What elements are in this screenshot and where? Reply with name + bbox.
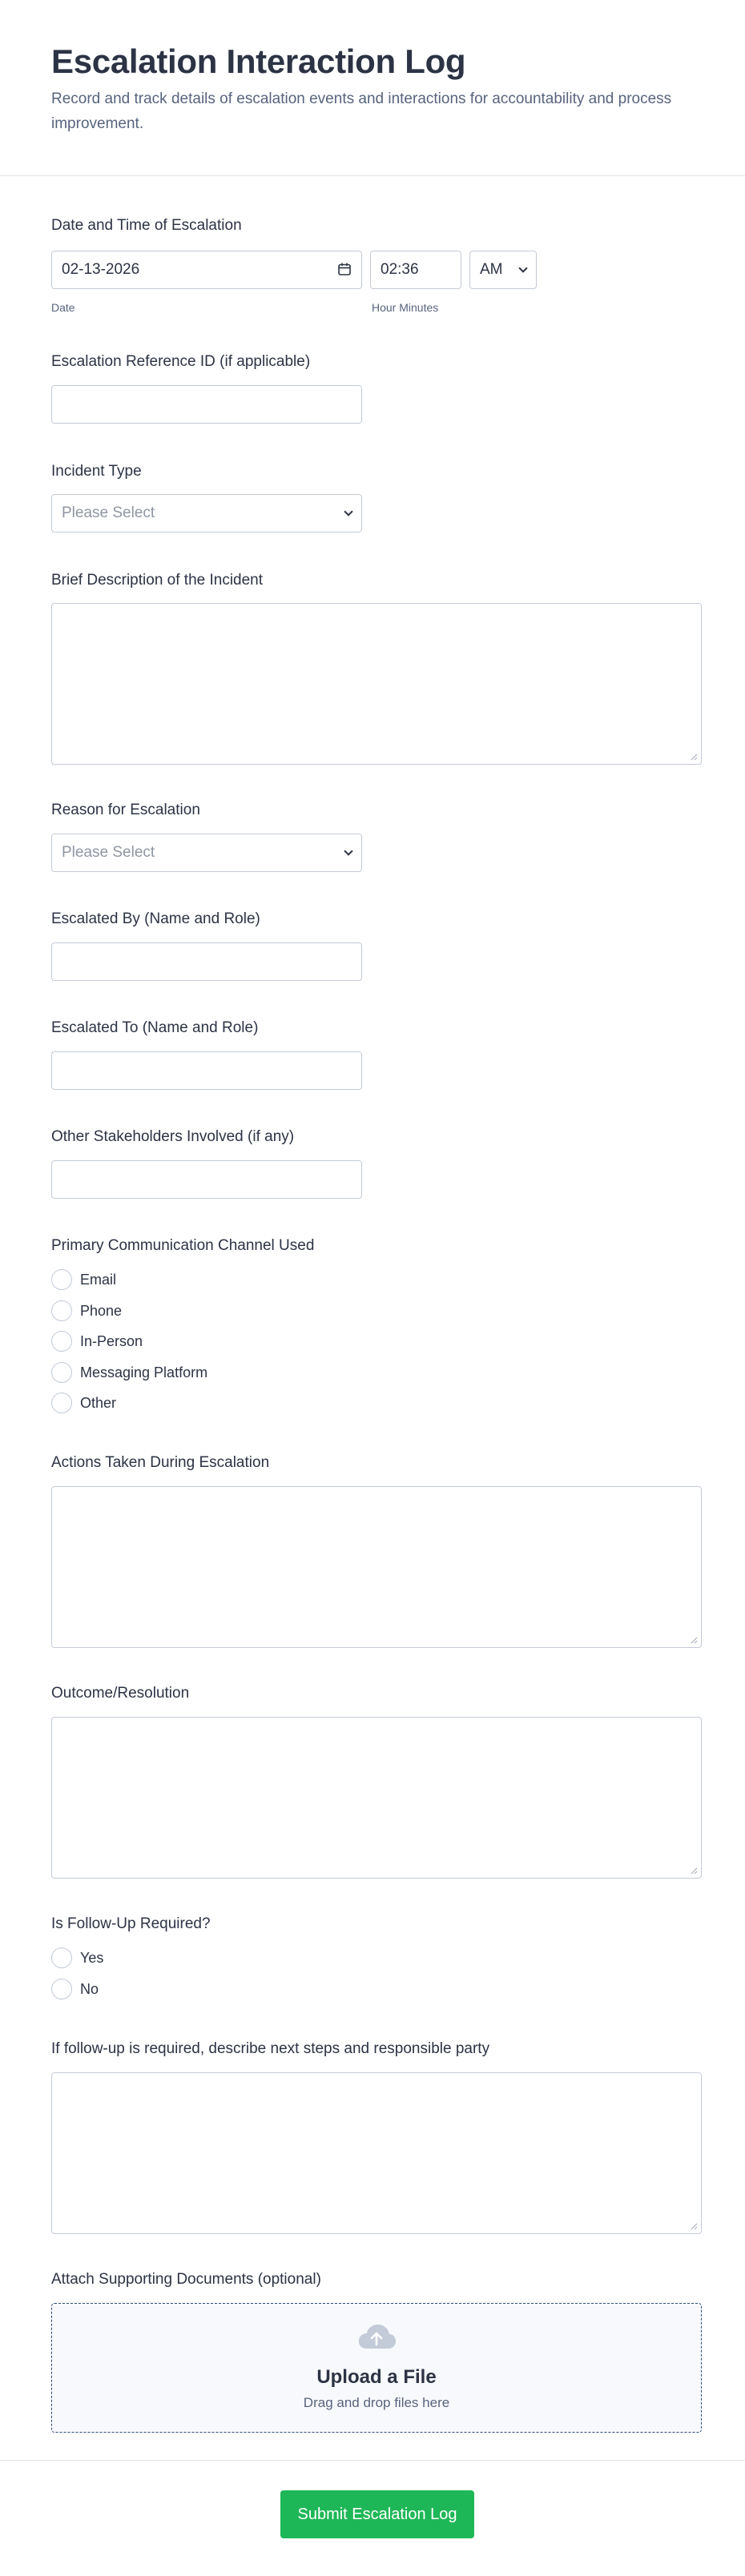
radio-option-no[interactable] xyxy=(51,1978,99,2000)
chevron-down-icon xyxy=(344,507,352,516)
chevron-down-icon xyxy=(344,846,352,855)
radio-button[interactable] xyxy=(51,1947,72,1968)
follow-up-label: Is Follow-Up Required? xyxy=(51,1915,211,1932)
actions-label: Actions Taken During Escalation xyxy=(51,1454,270,1471)
stakeholders-input[interactable] xyxy=(51,1160,362,1199)
cloud-upload-icon xyxy=(356,2323,397,2350)
incident-type-select[interactable] xyxy=(51,494,362,532)
next-steps-label: If follow-up is required, describe next steps and responsible party xyxy=(51,2040,490,2057)
incident-type-label: Incident Type xyxy=(51,463,142,480)
radio-label: Phone xyxy=(80,1302,123,1319)
page-subtitle: Record and track details of escalation events and interactions for accountability and process improvement. xyxy=(51,90,672,132)
radio-button[interactable] xyxy=(51,1300,72,1321)
calendar-icon[interactable] xyxy=(337,262,352,276)
form-header xyxy=(0,0,745,176)
description-label: Brief Description of the Incident xyxy=(51,572,264,589)
file-upload-dropzone[interactable] xyxy=(51,2303,702,2433)
channel-label: Primary Communication Channel Used xyxy=(51,1237,315,1254)
escalated-by-input[interactable] xyxy=(51,942,362,981)
ampm-value: AM xyxy=(480,261,503,278)
radio-button[interactable] xyxy=(51,1362,72,1383)
ampm-select[interactable] xyxy=(469,251,537,289)
radio-button[interactable] xyxy=(51,1392,72,1413)
reason-placeholder: Please Select xyxy=(62,844,155,861)
outcome-label: Outcome/Resolution xyxy=(51,1685,190,1702)
escalated-to-input[interactable] xyxy=(51,1051,362,1090)
upload-title: Upload a File xyxy=(316,2366,437,2388)
escalated-by-label: Escalated By (Name and Role) xyxy=(51,910,260,927)
radio-label: Messaging Platform xyxy=(80,1364,208,1380)
radio-label: In-Person xyxy=(80,1332,143,1349)
resize-handle-icon[interactable] xyxy=(690,753,698,761)
upload-subtitle: Drag and drop files here xyxy=(303,2395,450,2410)
resize-handle-icon[interactable] xyxy=(690,1867,698,1875)
time-field[interactable] xyxy=(370,251,461,289)
time-value: 02:36 xyxy=(381,261,419,278)
radio-label: Yes xyxy=(80,1949,104,1966)
escalated-to-label: Escalated To (Name and Role) xyxy=(51,1019,259,1036)
actions-textarea[interactable] xyxy=(51,1486,702,1648)
chevron-down-icon xyxy=(518,263,527,272)
submit-button[interactable]: Submit Escalation Log xyxy=(280,2490,474,2538)
radio-option-other[interactable] xyxy=(51,1392,116,1414)
date-field[interactable] xyxy=(51,251,362,289)
attachments-label: Attach Supporting Documents (optional) xyxy=(51,2271,321,2288)
footer-divider xyxy=(0,2460,745,2461)
resize-handle-icon[interactable] xyxy=(690,1636,698,1644)
radio-option-yes[interactable] xyxy=(51,1947,103,1969)
next-steps-textarea[interactable] xyxy=(51,2072,702,2234)
reference-input[interactable] xyxy=(51,385,362,424)
outcome-textarea[interactable] xyxy=(51,1717,702,1879)
radio-button[interactable] xyxy=(51,1331,72,1352)
radio-label: Email xyxy=(80,1271,117,1288)
description-textarea[interactable] xyxy=(51,603,702,765)
reason-select[interactable] xyxy=(51,834,362,872)
radio-label: Other xyxy=(80,1394,117,1411)
radio-label: No xyxy=(80,1980,99,1997)
reference-label: Escalation Reference ID (if applicable) xyxy=(51,353,311,370)
date-sublabel: Date xyxy=(51,301,75,314)
radio-button[interactable] xyxy=(51,1979,72,1999)
radio-button[interactable] xyxy=(51,1269,72,1290)
stakeholders-label: Other Stakeholders Involved (if any) xyxy=(51,1128,295,1145)
radio-option-phone[interactable] xyxy=(51,1300,122,1322)
datetime-label: Date and Time of Escalation xyxy=(51,217,242,234)
radio-option-email[interactable] xyxy=(51,1268,116,1291)
resize-handle-icon[interactable] xyxy=(690,2222,698,2230)
time-sublabel: Hour Minutes xyxy=(372,301,439,314)
radio-option-messaging-platform[interactable] xyxy=(51,1361,207,1384)
radio-option-in-person[interactable] xyxy=(51,1330,143,1352)
date-value: 02-13-2026 xyxy=(62,261,140,278)
reason-label: Reason for Escalation xyxy=(51,802,200,818)
page-title: Escalation Interaction Log xyxy=(51,42,466,80)
incident-type-placeholder: Please Select xyxy=(62,504,155,521)
